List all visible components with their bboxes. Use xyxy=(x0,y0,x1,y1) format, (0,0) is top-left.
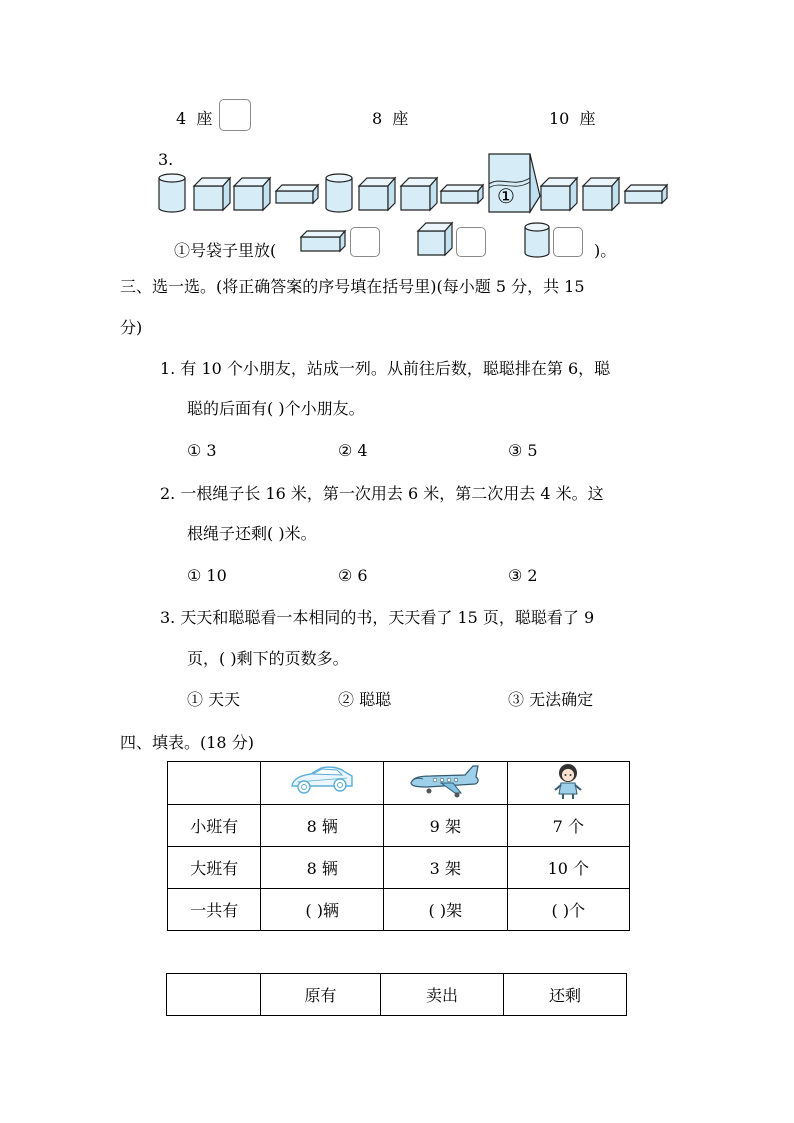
answer-cell[interactable]: ( )架 xyxy=(384,889,508,931)
option[interactable]: ② 4 xyxy=(338,441,368,460)
section3-heading-cont: 分) xyxy=(120,318,143,337)
answer-cell[interactable]: ( )个 xyxy=(507,889,629,931)
cylinder-icon xyxy=(158,173,186,213)
answer-box[interactable] xyxy=(219,99,251,131)
doll-icon xyxy=(552,762,584,800)
answer-suffix: )。 xyxy=(594,241,617,260)
option[interactable]: ③ 2 xyxy=(508,566,538,585)
cylinder-icon xyxy=(325,173,353,213)
table-row xyxy=(168,889,630,931)
answer-prefix: ①号袋子里放( xyxy=(174,241,277,260)
cube-icon xyxy=(400,177,438,211)
table-header-cell: 还剩 xyxy=(504,974,627,1016)
option[interactable]: ③ 无法确定 xyxy=(508,690,594,709)
table-cell: 8 辆 xyxy=(261,805,384,847)
table-cell: 3 架 xyxy=(384,847,508,889)
answer-box[interactable] xyxy=(553,227,583,257)
table-row xyxy=(168,805,630,847)
table-header-cell: 卖出 xyxy=(381,974,504,1016)
table-corner-cell xyxy=(167,974,261,1016)
answer-box[interactable] xyxy=(456,227,486,257)
section4-heading: 四、填表。(18 分) xyxy=(120,733,254,752)
question-text: 页，( )剩下的页数多。 xyxy=(187,649,349,668)
table-header-cell: 原有 xyxy=(261,974,381,1016)
cube-icon xyxy=(417,222,453,256)
row-label: 大班有 xyxy=(168,847,261,889)
cube-icon xyxy=(582,177,620,211)
table-header-cell xyxy=(384,762,508,805)
option[interactable]: ② 6 xyxy=(338,566,368,585)
count-label-2: 8 座 xyxy=(372,109,409,128)
question-text: 2. 一根绳子长 16 米，第一次用去 6 米，第二次用去 4 米。这 xyxy=(160,484,604,503)
count-label-1: 4 座 xyxy=(176,109,213,128)
row-label: 小班有 xyxy=(168,805,261,847)
question-text: 聪的后面有( )个小朋友。 xyxy=(187,399,365,418)
cube-icon xyxy=(540,177,578,211)
option[interactable]: ① 10 xyxy=(187,566,227,585)
cuboid-flat-icon xyxy=(624,184,668,204)
table-header-cell xyxy=(507,762,629,805)
second-table xyxy=(166,973,627,1016)
airplane-icon xyxy=(407,763,483,799)
question-text: 根绳子还剩( )米。 xyxy=(187,524,317,543)
cube-icon xyxy=(193,177,231,211)
cuboid-flat-icon xyxy=(275,184,319,204)
fill-table xyxy=(167,761,630,931)
cuboid-flat-icon xyxy=(300,230,346,252)
question-text: 1. 有 10 个小朋友，站成一列。从前往后数，聪聪排在第 6，聪 xyxy=(160,359,611,378)
question-text: 3. 天天和聪聪看一本相同的书，天天看了 15 页，聪聪看了 9 xyxy=(160,608,595,627)
table-cell: 9 架 xyxy=(384,805,508,847)
cylinder-icon xyxy=(524,222,550,258)
toy-car-icon xyxy=(289,764,355,798)
question-number: 3. xyxy=(158,150,174,169)
bag-label: ① xyxy=(497,184,515,208)
table-cell: 8 辆 xyxy=(261,847,384,889)
table-row xyxy=(168,847,630,889)
option[interactable]: ① 天天 xyxy=(187,690,241,709)
count-label-3: 10 座 xyxy=(549,109,596,128)
section3-heading: 三、选一选。(将正确答案的序号填在括号里)(每小题 5 分，共 15 xyxy=(120,277,585,296)
table-cell: 7 个 xyxy=(507,805,629,847)
table-header-row xyxy=(167,974,627,1016)
option[interactable]: ③ 5 xyxy=(508,441,538,460)
answer-cell[interactable]: ( )辆 xyxy=(261,889,384,931)
option[interactable]: ① 3 xyxy=(187,441,217,460)
row-label: 一共有 xyxy=(168,889,261,931)
cuboid-flat-icon xyxy=(440,184,484,204)
table-corner-cell xyxy=(168,762,261,805)
cube-icon xyxy=(233,177,271,211)
table-cell: 10 个 xyxy=(507,847,629,889)
option[interactable]: ② 聪聪 xyxy=(338,690,392,709)
answer-box[interactable] xyxy=(350,227,380,257)
table-header-cell xyxy=(261,762,384,805)
cube-icon xyxy=(358,177,396,211)
